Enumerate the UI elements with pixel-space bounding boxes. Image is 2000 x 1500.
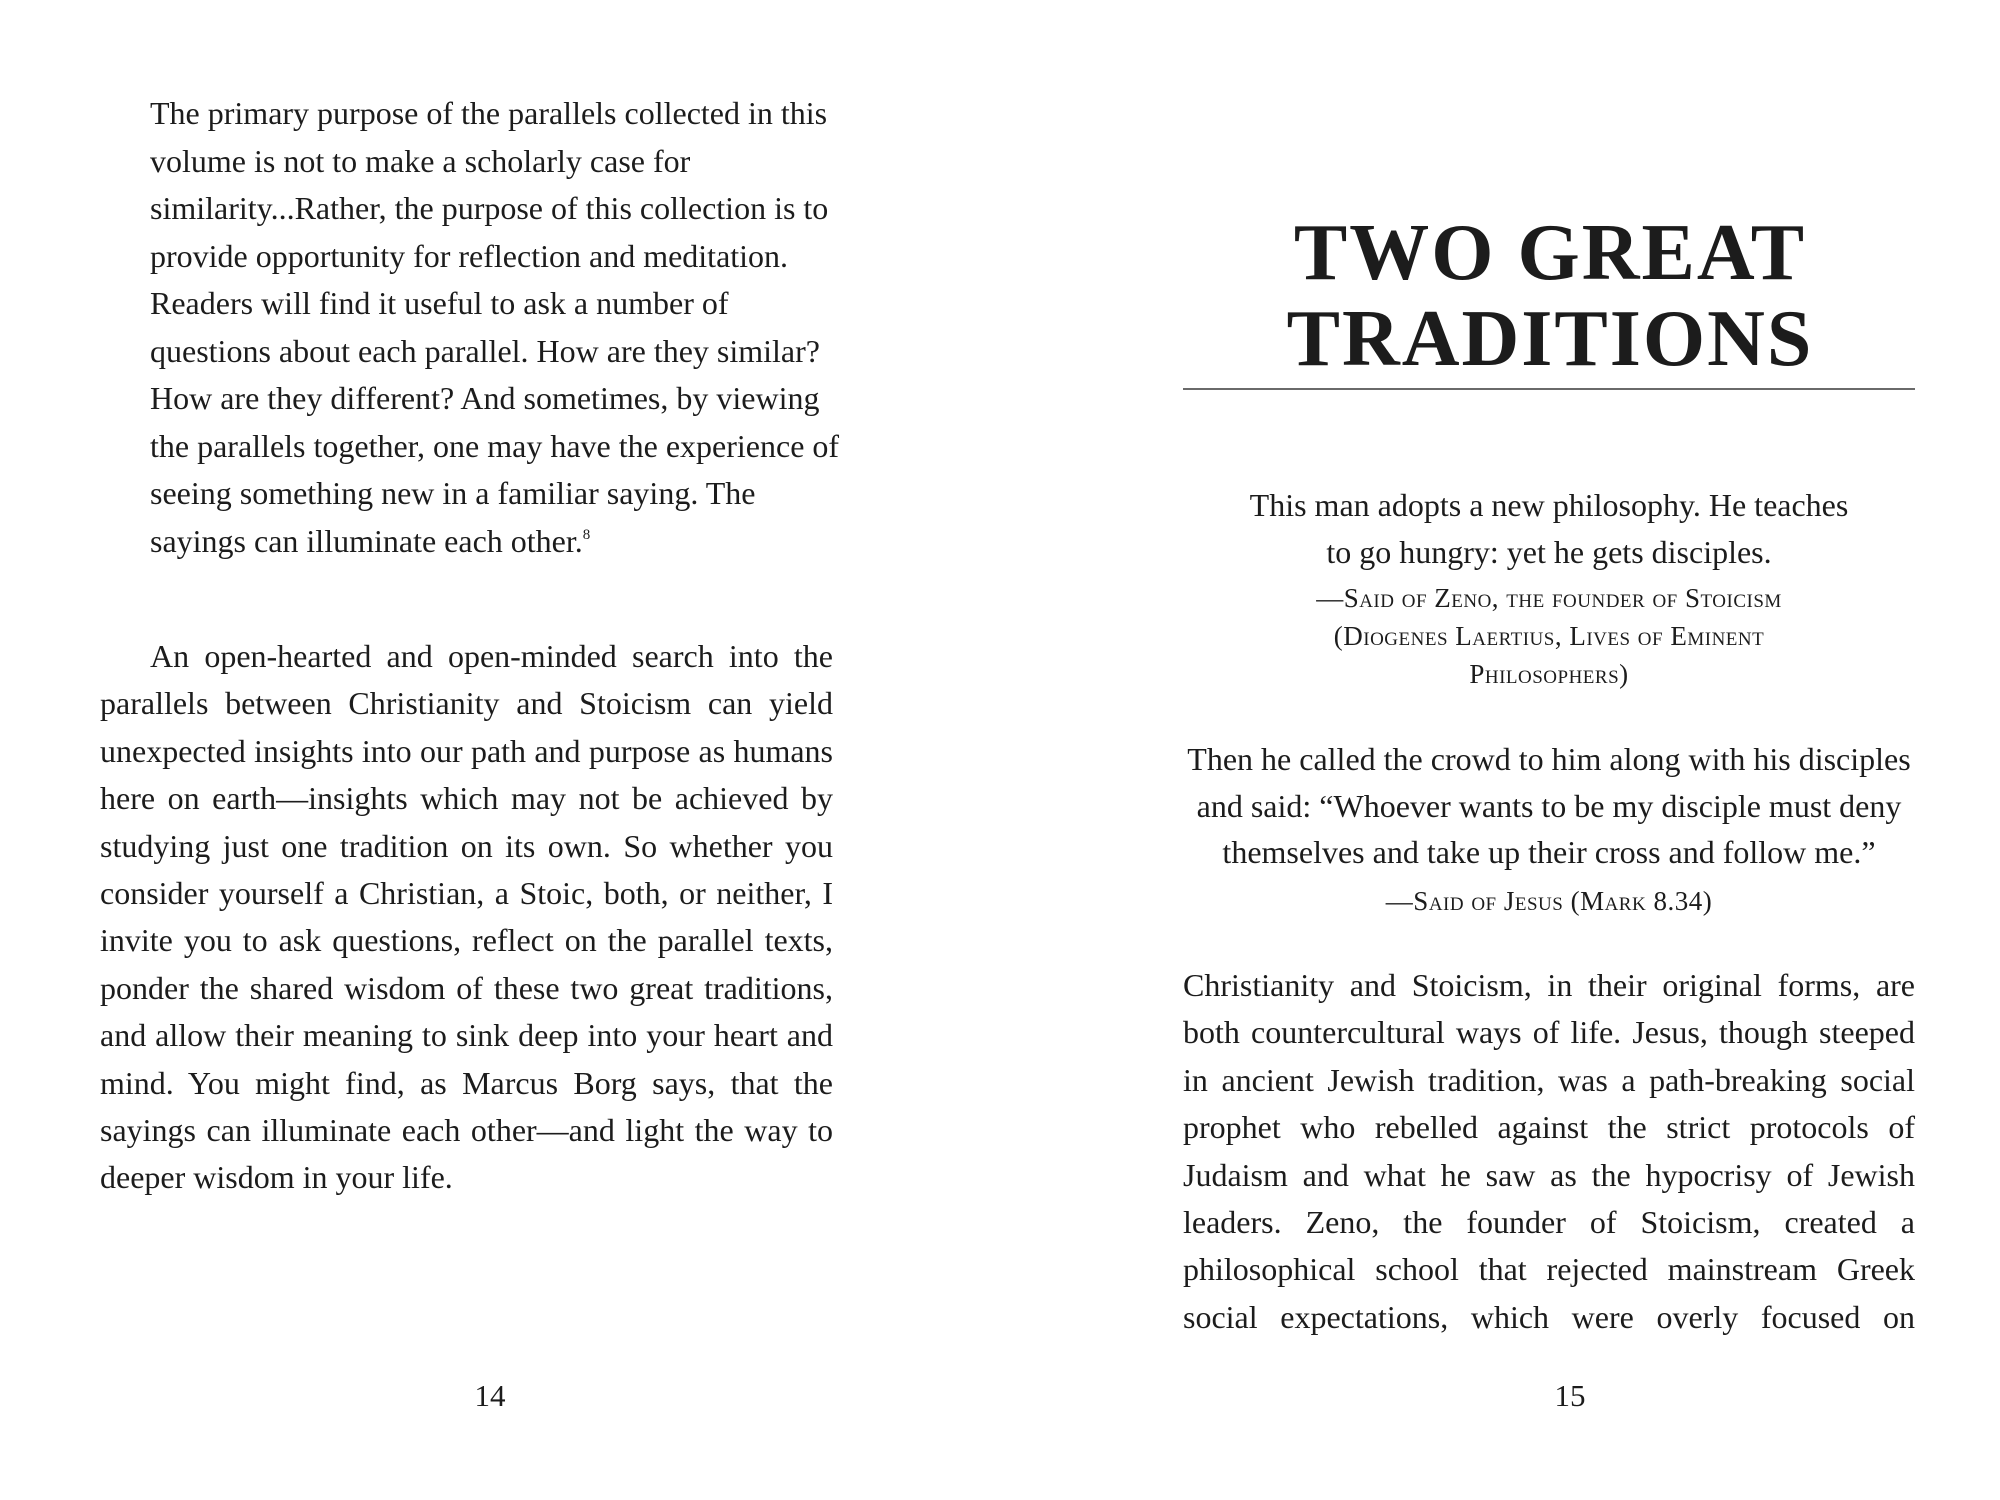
quote-line: and said: “Whoever wants to be my disciple must deny — [1196, 787, 1902, 824]
page-number-left: 14 — [474, 1378, 506, 1413]
chapter-title-line1: TWO GREAT — [1293, 209, 1807, 297]
quote-attribution: —Said of Jesus (Mark 8.34) — [1385, 885, 1713, 916]
zeno-quote — [1183, 482, 1915, 693]
quote-line: themselves and take up their cross and follow me.” — [1222, 834, 1876, 870]
epigraph-quote — [150, 90, 840, 565]
chapter-title — [1180, 210, 1920, 382]
right-page — [1000, 0, 2000, 1500]
jesus-quote — [1183, 736, 1915, 920]
page-number-right: 15 — [1554, 1378, 1586, 1413]
attribution-line: (Diogenes Laertius, Lives of Eminent — [1333, 621, 1765, 651]
left-body-paragraph: An open-hearted and open-minded search into the parallels between Christianity and Stoicism can yield unexpected insights into our path and purpose as humans here on earth—insights which may not be achieved by studying just one tradition on its own. So whether you consider yourself a Christian, a Stoic, both, or neither, I invite you to ask questions, reflect on the parallel texts, ponder the shared wisdom of these two great traditions, and allow their meaning to sink deep into your heart and mind. You might find, as Marcus Borg says, that the sayings can illuminate each other—and light the way to deeper wisdom in your life. — [100, 638, 833, 1196]
footnote-marker: 8 — [582, 526, 591, 543]
quote-line: Then he called the crowd to him along with his disciples — [1187, 741, 1911, 777]
quote-attribution — [1183, 579, 1915, 693]
epigraph-text: The primary purpose of the parallels collected in this volume is not to make a scholarly case for similarity...Rather, the purpose of this collection is to provide opportunity for reflection and meditation. Readers will find it useful to ask a number of questions about each parallel. How are they similar? How are they different? And sometimes, by viewing the parallels together, one may have the experience of seeing something new in a familiar saying. The sayings can illuminate each other. — [150, 95, 840, 559]
right-body-paragraph: Christianity and Stoicism, in their original forms, are both countercultural ways of life. Jesus, though steeped in ancient Jewish tradition, was a path-breaking social prophet who rebelled against the strict protocols of Judaism and what he saw as the hypocrisy of Jewish leaders. Zeno, the founder of Stoicism, created a philosophical school that rejected mainstream Greek social expectations, which were overly focused on — [1183, 967, 1915, 1335]
attribution-line: —Said of Zeno, the founder of Stoicism — [1316, 583, 1782, 613]
quote-text — [1183, 482, 1915, 575]
quote-text — [1183, 736, 1915, 876]
quote-line: This man adopts a new philosophy. He teaches — [1249, 487, 1849, 523]
title-divider — [1183, 388, 1915, 390]
quote-line: to go hungry: yet he gets disciples. — [1326, 533, 1772, 570]
attribution-line: Philosophers) — [1469, 659, 1629, 689]
chapter-title-line2: TRADITIONS — [1286, 295, 1814, 383]
